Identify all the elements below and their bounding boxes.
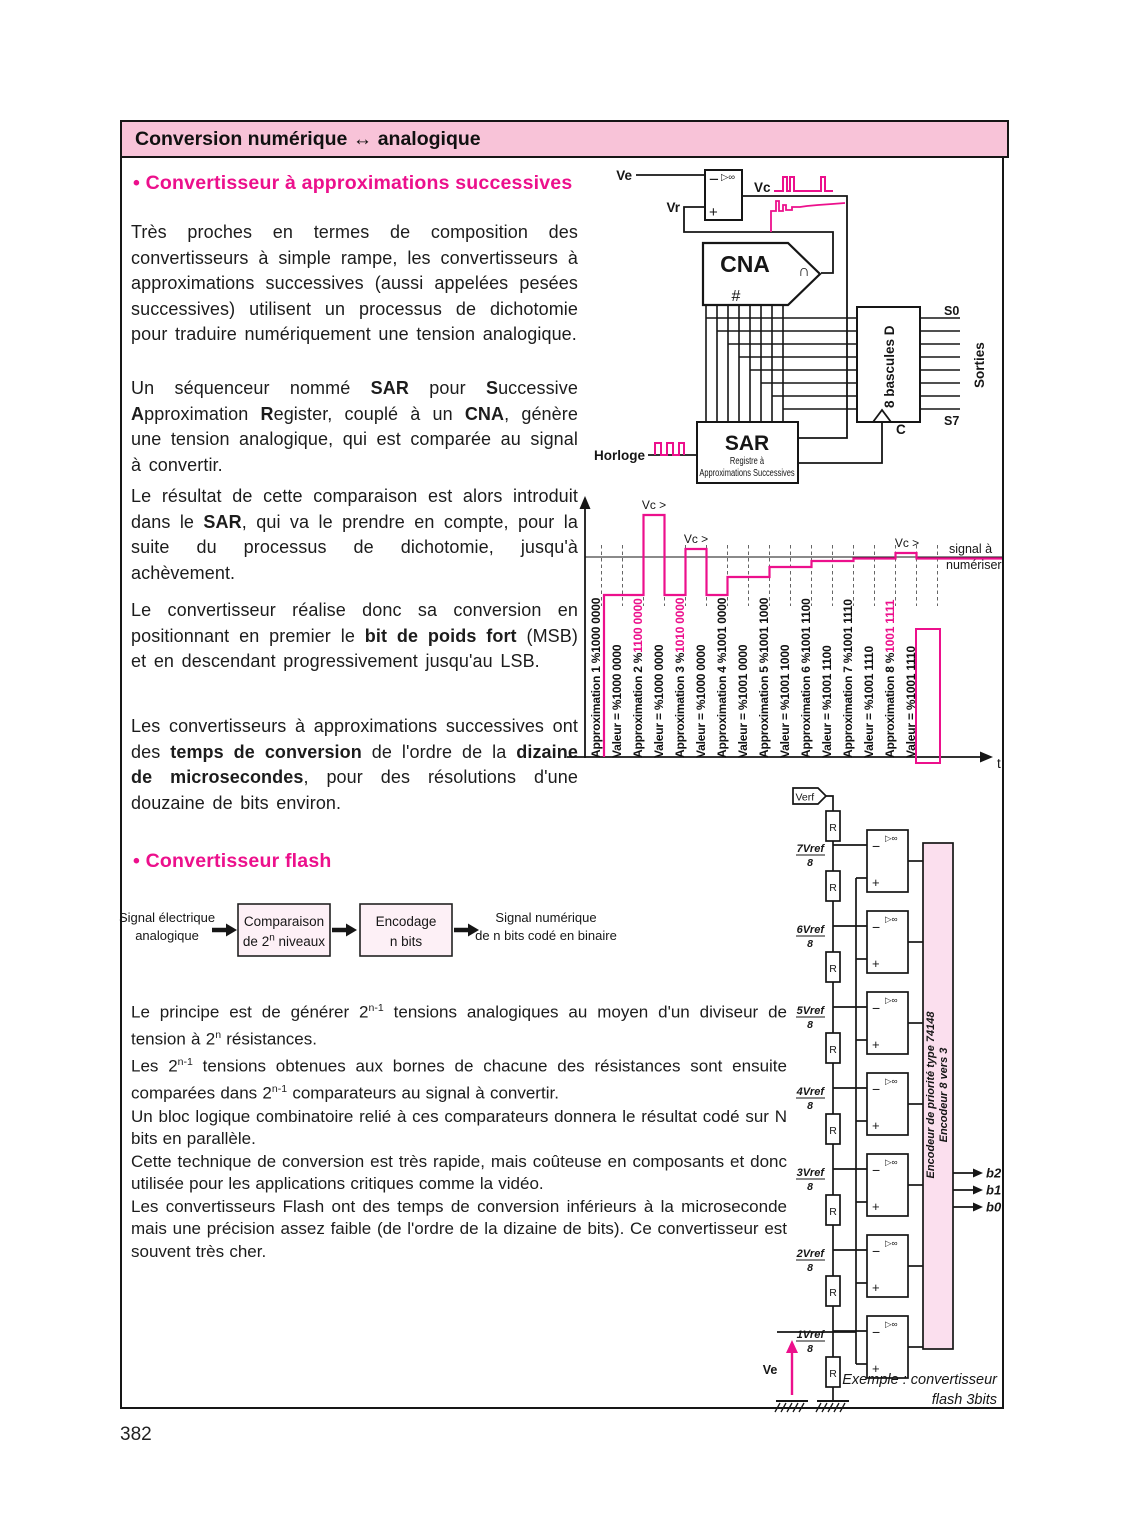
- section-title-flash: • Convertisseur flash: [133, 850, 332, 872]
- y-axis-arrowhead: [580, 496, 591, 509]
- paragraph-flash-3: [131, 1106, 787, 1151]
- text-segment: A: [131, 403, 145, 424]
- tap-numerator-label: 3Vref: [796, 1167, 824, 1179]
- timing-step-segment: Valeur = %1001 1110: [862, 646, 876, 758]
- section-title-sar: • Convertisseur à approximations successives: [133, 172, 573, 194]
- timing-step-label: [610, 645, 625, 758]
- text-segment: pproximation: [144, 403, 261, 424]
- resistor-label: R: [829, 1044, 837, 1056]
- signal-label: signal à: [949, 542, 993, 556]
- text-segment: Le résultat de cette comparaison est alors introduit dans le: [131, 486, 578, 532]
- analog-symbol: ∩: [798, 263, 810, 280]
- paragraph-sar-1: [131, 220, 578, 348]
- sar-sublabel: Approximations Successives: [699, 466, 795, 479]
- vr-staircase-waveform: [771, 201, 845, 232]
- text-segment: SAR: [370, 378, 409, 398]
- vc-pulse-waveform: [774, 177, 833, 191]
- bit-arrowhead: [973, 1169, 983, 1178]
- timing-step-segment: Valeur = %1000 0000: [610, 644, 624, 758]
- flow-arrowhead: [226, 924, 237, 937]
- amplifier-icon: ▷∞: [721, 172, 736, 183]
- encoder-label: Encodeur de priorité type 74148: [925, 1011, 937, 1179]
- tap-denominator-label: 8: [807, 1100, 813, 1112]
- text-segment: résistances.: [221, 1029, 317, 1049]
- page-title: Conversion numérique ↔ analogique: [135, 127, 481, 150]
- timing-step-segment: Valeur = %1000 0000: [652, 644, 666, 758]
- tap-denominator-label: 8: [807, 1181, 813, 1193]
- amplifier-icon: ▷∞: [885, 1238, 898, 1248]
- timing-step-segment: Approximation 7 %1001 1110: [841, 599, 855, 758]
- timing-step-segment: Valeur = %1001 1110: [904, 646, 918, 758]
- timing-step-segment: Valeur = %1001 1000: [778, 644, 792, 758]
- timing-step-label: [820, 645, 835, 758]
- text-segment: uccessive: [498, 378, 578, 398]
- text-segment: Très proches en termes de composition des convertisseurs à simple rampe, les convertisseurs à approximations successives (aussi appelées pesées successives) utilisent un processus de dichotomie pour traduire numériquement une tension analogique.: [131, 222, 578, 344]
- paragraph-flash-2: [131, 1051, 787, 1105]
- text-segment: bit de poids fort: [364, 625, 517, 646]
- resistor-label: R: [829, 1125, 837, 1137]
- timing-step-label: [883, 600, 898, 758]
- comparator-plus: +: [872, 956, 880, 971]
- tap-denominator-label: 8: [807, 1019, 813, 1031]
- vc-gt-label: Vc >: [683, 532, 709, 546]
- text-segment: Un bloc logique combinatoire relié à ces comparateurs donnera le résultat codé sur N bits en parallèle.: [131, 1106, 787, 1149]
- ground-hatch-icon: [775, 1403, 845, 1412]
- resistor-label: R: [829, 882, 837, 894]
- amplifier-icon: ▷∞: [885, 914, 898, 924]
- timing-step-segment: Approximation 2 %: [631, 652, 645, 758]
- amplifier-icon: ▷∞: [885, 1157, 898, 1167]
- timing-step-segment: Valeur = %1001 1100: [820, 645, 834, 758]
- vc-gt-label: Vc >: [894, 536, 920, 550]
- paragraph-sar-2: [131, 376, 578, 478]
- sar-label: SAR: [724, 432, 770, 455]
- encoder-outputs: [953, 1166, 1002, 1215]
- timing-step-segment: Approximation 5 %1001 1000: [757, 597, 771, 758]
- timing-step-segment: 1001 1111: [883, 599, 897, 653]
- tap-denominator-label: 8: [807, 1343, 813, 1355]
- vc-label: Vc: [754, 180, 771, 195]
- timing-step-segment: Valeur = %1001 0000: [736, 644, 750, 758]
- timing-step-label: [715, 598, 730, 758]
- text-segment: n-1: [368, 1002, 384, 1014]
- vref-label: Verf: [795, 791, 815, 804]
- text-segment: Un séquenceur nommé: [131, 378, 371, 398]
- resistor-label: R: [829, 1368, 837, 1380]
- sar-sublabel: Registre à: [729, 454, 765, 467]
- timing-step-segment: Approximation 4 %1001 0000: [715, 597, 729, 758]
- comparison-box-label: Comparaison: [243, 914, 325, 929]
- comparator-plus: +: [872, 1037, 880, 1052]
- timing-step-label: [841, 599, 856, 758]
- text-segment: , génère une tension analogique, qui est comparée au signal à convertir.: [131, 403, 578, 475]
- comparator-minus: −: [872, 838, 881, 854]
- digital-symbol: #: [731, 288, 741, 305]
- bit-label: b2: [986, 1165, 1002, 1181]
- tap-denominator-label: 8: [807, 857, 813, 869]
- text-segment: , pour des résolutions d'une douzaine de bits environ.: [131, 767, 578, 813]
- encoding-box-label2: n bits: [389, 934, 423, 949]
- bit-arrowhead: [973, 1203, 983, 1212]
- comparator-minus: −: [872, 1243, 881, 1259]
- text-segment: egister, couplé à un: [273, 403, 465, 424]
- timing-step-segment: Approximation 1 %1000 0000: [589, 597, 603, 758]
- resistor-label: R: [829, 1287, 837, 1299]
- bit-arrowhead: [973, 1186, 983, 1195]
- text-segment: comparateurs au signal à convertir.: [287, 1084, 559, 1104]
- text-segment: Le principe est de générer 2: [131, 1002, 369, 1022]
- tap-denominator-label: 8: [807, 938, 813, 950]
- s0-label: S0: [944, 304, 960, 318]
- comparator-minus: −: [872, 1162, 881, 1178]
- text-segment: Les 2: [131, 1056, 178, 1076]
- page-header: [120, 120, 1009, 158]
- flow-output-label: de n bits codé en binaire: [475, 928, 617, 943]
- bit-label: b0: [986, 1199, 1002, 1215]
- timing-step-label: [862, 646, 877, 758]
- t-axis-label: t: [997, 756, 1001, 771]
- ve-label: Ve: [616, 168, 632, 183]
- text-segment: pour: [408, 378, 486, 398]
- timing-step-segment: 1010 0000: [673, 597, 687, 653]
- text-segment: Les convertisseurs Flash ont des temps de conversion inférieurs à la microseconde mais une précision assez faible (de l'ordre de la dizaine de bits). Ce convertisseur est souvent très cher.: [131, 1196, 787, 1261]
- sar-converter-diagram: [560, 155, 1010, 505]
- comparator-plus: +: [872, 1118, 880, 1133]
- vc-gt-label: Vc >: [641, 498, 667, 512]
- text-segment: de l'ordre de la: [361, 741, 517, 762]
- s7-label: S7: [944, 414, 960, 428]
- paragraph-sar-5: [131, 714, 578, 816]
- sar-wires: [636, 175, 882, 463]
- tap-numerator-label: 6Vref: [796, 924, 824, 936]
- tap-numerator-label: 1Vref: [796, 1329, 824, 1341]
- timing-step-segment: 1100 0000: [631, 598, 645, 653]
- timing-step-label: [652, 645, 667, 758]
- flipflops-label: 8 bascules D: [882, 325, 897, 408]
- horloge-label: Horloge: [593, 448, 645, 463]
- flow-output-label: Signal numérique: [495, 910, 597, 925]
- text-segment: dizaine de microsecondes: [131, 741, 578, 787]
- cna-label: CNA: [720, 251, 770, 277]
- tap-numerator-label: 5Vref: [796, 1005, 824, 1017]
- encoder-label: Encodeur 8 vers 3: [938, 1047, 950, 1143]
- text-segment: tensions obtenues aux bornes de chacune des résistances sont ensuite comparées dans 2: [131, 1056, 787, 1104]
- text-segment: n-1: [177, 1056, 193, 1069]
- flow-input-label: analogique: [135, 928, 199, 943]
- caption: flash 3bits: [931, 1392, 997, 1408]
- comparator-minus: −: [872, 1000, 881, 1016]
- timing-step-label: [757, 598, 772, 758]
- paragraph-flash-1: [131, 997, 787, 1051]
- flash-converter-diagram: [750, 775, 1008, 1417]
- comparison-box-label2: de 2$^n$ niveaux: [242, 932, 326, 949]
- ve-arrowhead: [786, 1340, 798, 1353]
- timing-step-label: [799, 598, 814, 758]
- vr-label: Vr: [666, 200, 680, 215]
- resistor-label: R: [829, 963, 837, 975]
- resistor-label: R: [829, 1206, 837, 1218]
- comparator-plus: +: [709, 204, 718, 221]
- amplifier-icon: ▷∞: [885, 995, 898, 1005]
- comparator-minus: −: [872, 1081, 881, 1097]
- text-segment: CNA: [464, 403, 505, 424]
- text-segment: R: [260, 403, 274, 424]
- sorties-label: Sorties: [972, 342, 987, 388]
- amplifier-icon: ▷∞: [885, 1319, 898, 1329]
- text-segment: Le convertisseur réalise donc sa conversion en positionnant en premier le: [131, 600, 578, 646]
- comparator-minus: −: [872, 919, 881, 935]
- text-segment: SAR: [203, 511, 242, 532]
- bit-label: b1: [986, 1182, 1002, 1198]
- flow-arrowhead: [346, 924, 357, 937]
- paragraph-flash-4: [131, 1151, 787, 1196]
- comparator-plus: +: [872, 1361, 880, 1376]
- paragraph-sar-4: [131, 598, 578, 675]
- tap-numerator-label: 2Vref: [796, 1248, 824, 1260]
- paragra​ph-flash-5: [131, 1196, 787, 1264]
- ve-label: Ve: [762, 1363, 778, 1377]
- timing-step-label: [778, 645, 793, 758]
- comparator-plus: +: [872, 1280, 880, 1295]
- amplifier-icon: ▷∞: [885, 1076, 898, 1086]
- comparator-minus: −: [709, 170, 719, 189]
- flow-input-label: Signal électrique: [118, 910, 216, 925]
- text-segment: (MSB) et en descendant progressivement jusqu'au LSB.: [131, 625, 578, 671]
- t-axis-arrowhead: [980, 752, 993, 763]
- timing-step-label: [631, 598, 646, 758]
- timing-step-label: [694, 645, 709, 758]
- text-segment: n: [215, 1029, 222, 1042]
- flash-flow-diagram: [120, 893, 820, 985]
- divider-and-comparators: [777, 811, 923, 1387]
- timing-step-segment: Valeur = %1000 0000: [694, 644, 708, 758]
- comparator-plus: +: [872, 1199, 880, 1214]
- page-number: 382: [120, 1424, 152, 1445]
- text-segment: temps de conversion: [170, 741, 362, 762]
- signal-label: numériser: [946, 558, 1002, 572]
- clock-c-label: C: [896, 422, 906, 437]
- comparator-minus: −: [872, 1324, 881, 1340]
- text-segment: , qui va le prendre en compte, pour la suite du processus de dichotomie, jusqu'à achèvement.: [131, 511, 578, 583]
- text-segment: n-1: [271, 1083, 288, 1096]
- clock-waveform: [655, 443, 684, 455]
- timing-step-segment: Approximation 8 %: [883, 652, 897, 758]
- text-segment: Les convertisseurs à approximations successives ont des: [131, 716, 578, 762]
- timing-step-label: [673, 598, 688, 758]
- paragraph-sar-3: [131, 484, 578, 586]
- timing-step-segment: Approximation 3 %: [673, 652, 687, 758]
- tap-denominator-label: 8: [807, 1262, 813, 1274]
- amplifier-icon: ▷∞: [885, 833, 898, 843]
- resistor-label: R: [829, 822, 837, 834]
- tap-numerator-label: 4Vref: [796, 1086, 824, 1098]
- text-segment: tensions analogiques au moyen d'un diviseur de tension à 2: [131, 1002, 787, 1049]
- text-segment: S: [485, 378, 499, 398]
- caption: Exemple : convertisseur: [842, 1372, 997, 1388]
- timing-step-label: [736, 645, 751, 758]
- comparator-plus: +: [872, 875, 880, 890]
- timing-step-label: [589, 598, 604, 758]
- encoding-box-label: Encodage: [375, 914, 437, 929]
- flash-paragraphs: [131, 997, 787, 1263]
- timing-step-segment: Approximation 6 %1001 1100: [799, 598, 813, 758]
- tap-numerator-label: 7Vref: [796, 843, 824, 855]
- sar-bus-lines: [706, 305, 960, 422]
- timing-step-label: [904, 646, 919, 758]
- text-segment: Cette technique de conversion est très rapide, mais coûteuse en composants et donc utilisée pour les applications critiques comme la vidéo.: [131, 1151, 787, 1194]
